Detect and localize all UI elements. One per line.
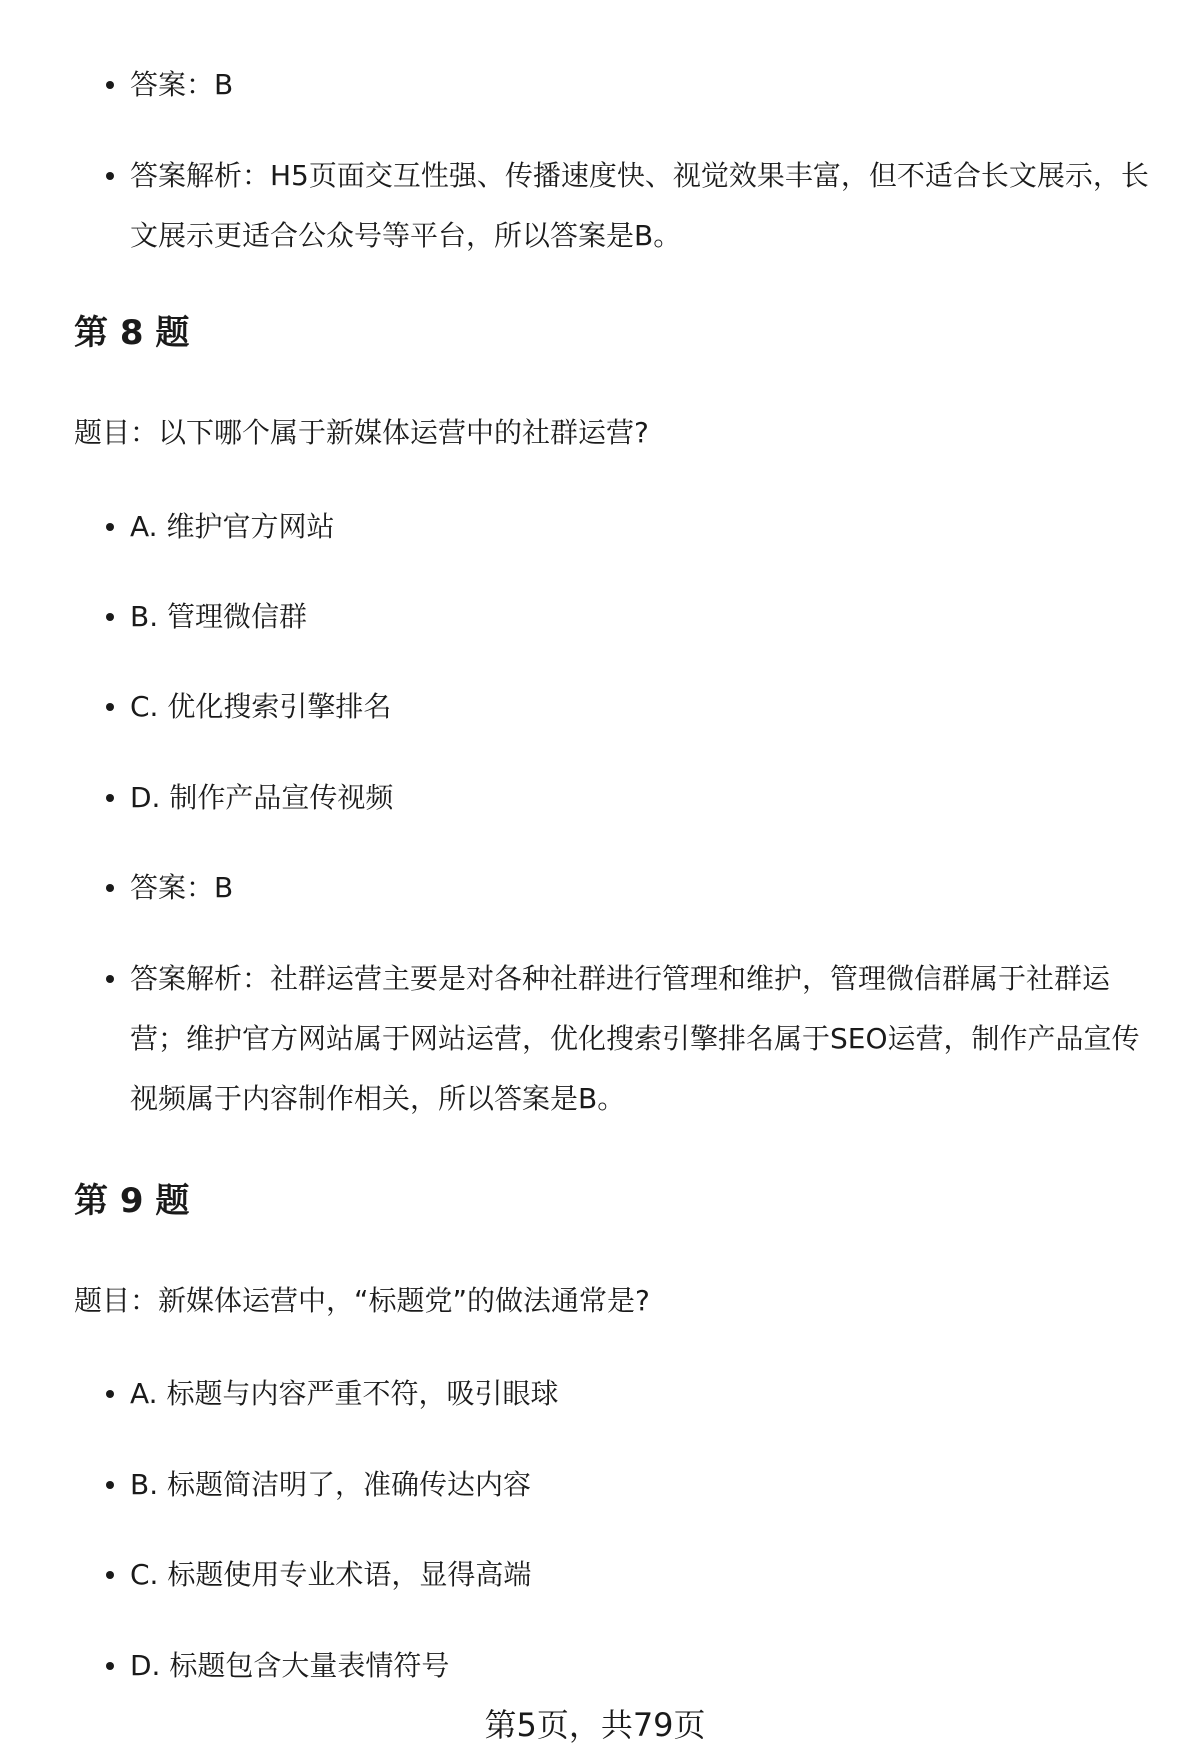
option-item (130, 768, 1150, 828)
bullet-dot (106, 975, 114, 983)
list-item-answer (130, 858, 1150, 918)
option-item (130, 1545, 1150, 1605)
bullet-dot (106, 1481, 114, 1489)
bullet-dot (106, 794, 114, 802)
option-text: C. 优化搜索引擎排名 (130, 690, 392, 723)
question-heading-9: 第 9 题 (74, 1181, 190, 1221)
bullet-dot (106, 703, 114, 711)
option-text: B. 标题简洁明了，准确传达内容 (130, 1468, 532, 1501)
list-item-explanation (130, 146, 1150, 266)
question-text-9: 题目：新媒体运营中，“标题党”的做法通常是? (74, 1284, 650, 1317)
bullet-dot (106, 523, 114, 531)
option-text: D. 制作产品宣传视频 (130, 781, 394, 814)
option-text: C. 标题使用专业术语，显得高端 (130, 1558, 532, 1591)
option-item (130, 1455, 1150, 1515)
option-text: D. 标题包含大量表情符号 (130, 1649, 450, 1682)
explanation-text: 答案解析：社群运营主要是对各种社群进行管理和维护，管理微信群属于社群运营；维护官方网站属于网站运营，优化搜索引擎排名属于SEO运营，制作产品宣传视频属于内容制作相关，所以答案是B。 (130, 962, 1140, 1115)
option-text: A. 标题与内容严重不符，吸引眼球 (130, 1377, 559, 1410)
option-item (130, 1364, 1150, 1424)
question-text-8: 题目：以下哪个属于新媒体运营中的社群运营? (74, 416, 649, 449)
answer-text: 答案：B (130, 871, 234, 904)
answer-text: 答案：B (130, 68, 234, 101)
option-item (130, 677, 1150, 737)
option-text: A. 维护官方网站 (130, 510, 335, 543)
option-item (130, 497, 1150, 557)
option-text: B. 管理微信群 (130, 600, 308, 633)
bullet-dot (106, 1571, 114, 1579)
list-item-explanation (130, 949, 1150, 1129)
option-item (130, 587, 1150, 647)
explanation-text: 答案解析：H5页面交互性强、传播速度快、视觉效果丰富，但不适合长文展示，长文展示更适合公众号等平台，所以答案是B。 (130, 159, 1149, 252)
page-number-footer: 第5页，共79页 (484, 1706, 706, 1744)
bullet-dot (106, 1390, 114, 1398)
bullet-dot (106, 613, 114, 621)
list-item-answer (130, 55, 1150, 115)
bullet-dot (106, 1662, 114, 1670)
question-heading-8: 第 8 题 (74, 313, 190, 353)
bullet-dot (106, 172, 114, 180)
option-item (130, 1636, 1150, 1696)
bullet-dot (106, 81, 114, 89)
bullet-dot (106, 884, 114, 892)
